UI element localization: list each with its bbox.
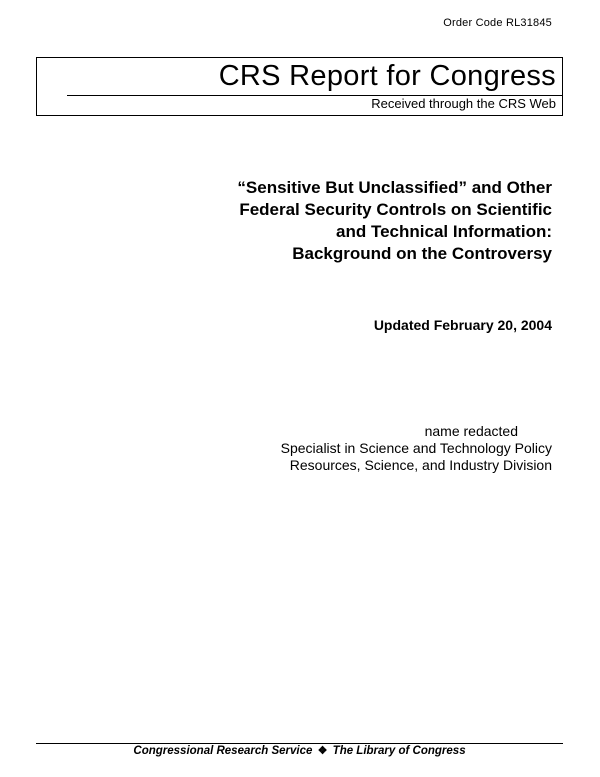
diamond-separator-icon: ❖ [317,745,328,757]
report-series-subtitle: Received through the CRS Web [371,96,556,111]
report-title-line: Background on the Controversy [292,244,552,263]
author-block [192,423,552,474]
report-title-line: “Sensitive But Unclassified” and Other [237,178,552,197]
report-title-line: and Technical Information: [336,222,552,241]
report-title [132,177,552,265]
order-code: Order Code RL31845 [443,17,552,29]
author-title: Specialist in Science and Technology Policy [280,440,552,456]
author-name: name redacted [424,423,518,439]
report-series-title: CRS Report for Congress [218,60,556,92]
updated-date: Updated February 20, 2004 [373,317,552,333]
report-title-line: Federal Security Controls on Scientific [239,200,552,219]
footer-org: Congressional Research Service [133,745,313,757]
report-header-box [36,57,563,116]
footer-library: The Library of Congress [332,745,466,757]
author-division: Resources, Science, and Industry Division [289,457,552,473]
footer [36,744,563,757]
